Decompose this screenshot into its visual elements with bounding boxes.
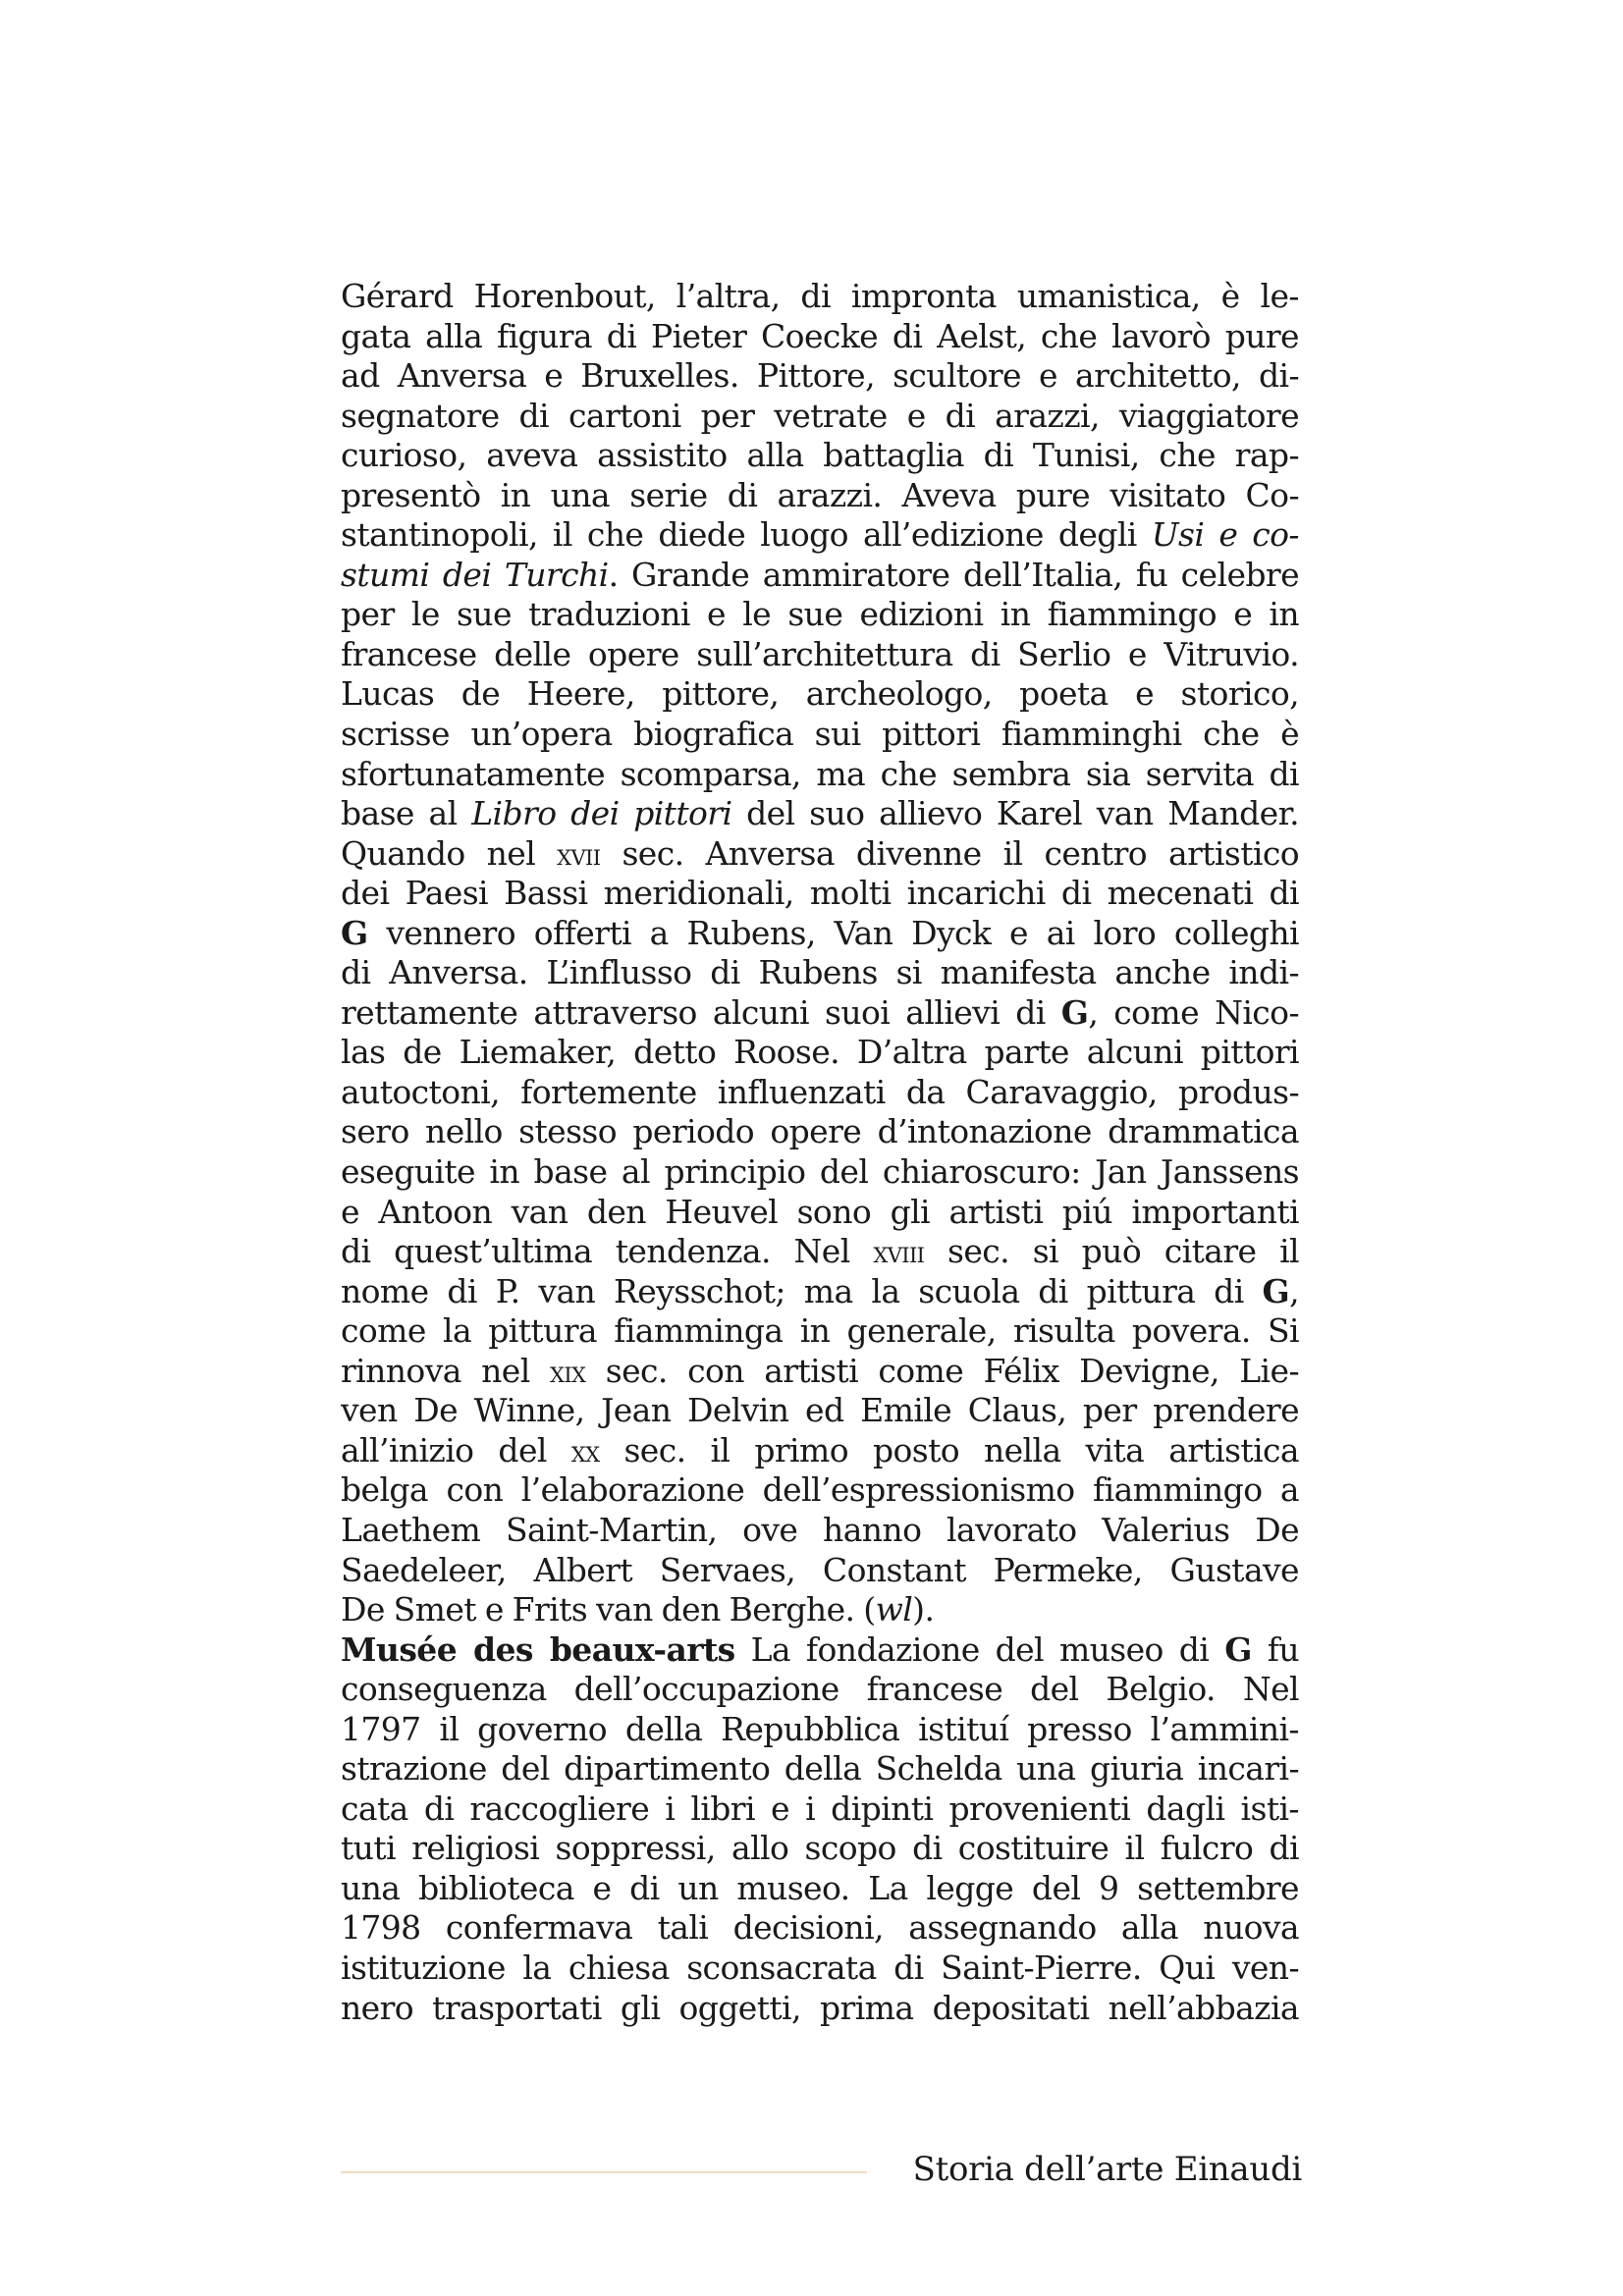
text-line: dei Paesi Bassi meridionali, molti incarichi di mecenati di	[341, 874, 1299, 913]
text-line: base al Libro dei pittori del suo allievo Karel van Mander.	[341, 794, 1299, 833]
text-line: Quando nel xvii sec. Anversa divenne il centro artistico	[341, 833, 1299, 873]
text-line: una biblioteca e di un museo. La legge del 9 settembre	[341, 1868, 1299, 1907]
text-line: istituzione la chiesa sconsacrata di Saint-Pierre. Qui ven-	[341, 1948, 1299, 1987]
footer-publisher-label: Storia dell’arte Einaudi	[912, 2150, 1302, 2189]
text-line: presentò in una serie di arazzi. Aveva pure visitato Co-	[341, 475, 1299, 514]
text-line: di Anversa. L’influsso di Rubens si manifesta anche indi-	[341, 953, 1299, 992]
text-line: sero nello stesso periodo opere d’intonazione drammatica	[341, 1112, 1299, 1151]
text-line: curioso, aveva assistito alla battaglia di Tunisi, che rap-	[341, 436, 1299, 475]
text-line: conseguenza dell’occupazione francese del Belgio. Nel	[341, 1670, 1299, 1709]
text-line: scrisse un’opera biografica sui pittori fiamminghi che è	[341, 715, 1299, 754]
text-line: Saedeleer, Albert Servaes, Constant Permeke, Gustave	[341, 1550, 1299, 1589]
text-line: e Antoon van den Heuvel sono gli artisti piú importanti	[341, 1192, 1299, 1231]
text-line: Musée des beaux-arts La fondazione del museo di G fu	[341, 1629, 1299, 1669]
page-footer	[0, 2140, 1623, 2199]
text-line: ad Anversa e Bruxelles. Pittore, scultore e architetto, di-	[341, 356, 1299, 396]
text-line: sfortunatamente scomparsa, ma che sembra sia servita di	[341, 754, 1299, 793]
text-line: francese delle opere sull’architettura di Serlio e Vitruvio.	[341, 634, 1299, 673]
text-line: rettamente attraverso alcuni suoi allievi di G, come Nico-	[341, 992, 1299, 1032]
text-line: cata di raccogliere i libri e i dipinti provenienti dagli isti-	[341, 1789, 1299, 1828]
text-line: per le sue traduzioni e le sue edizioni in fiammingo e in	[341, 595, 1299, 634]
text-line: 1798 confermava tali decisioni, assegnando alla nuova	[341, 1908, 1299, 1948]
text-line: 1797 il governo della Repubblica istituí presso l’ammini-	[341, 1709, 1299, 1748]
text-line: De Smet e Frits van den Berghe. (wl).	[341, 1590, 935, 1629]
text-line: belga con l’elaborazione dell’espressionismo fiammingo a	[341, 1470, 1299, 1510]
text-line: stumi dei Turchi. Grande ammiratore dell’Italia, fu celebre	[341, 555, 1299, 594]
text-line: nero trasportati gli oggetti, prima depositati nell’abbazia	[341, 1988, 1299, 2027]
text-line: rinnova nel xix sec. con artisti come Félix Devigne, Lie-	[341, 1351, 1299, 1390]
text-line: eseguite in base al principio del chiaroscuro: Jan Janssens	[341, 1152, 1299, 1192]
text-line: G vennero offerti a Rubens, Van Dyck e ai loro colleghi	[341, 913, 1299, 952]
body-text	[341, 277, 1299, 2028]
text-line: stantinopoli, il che diede luogo all’edizione degli Usi e co-	[341, 515, 1299, 555]
text-line: las de Liemaker, detto Roose. D’altra parte alcuni pittori	[341, 1033, 1299, 1072]
text-line: autoctoni, fortemente influenzati da Caravaggio, produs-	[341, 1072, 1299, 1111]
text-line: gata alla figura di Pieter Coecke di Aelst, che lavorò pure	[341, 316, 1299, 355]
text-line: Gérard Horenbout, l’altra, di impronta umanistica, è le-	[341, 277, 1299, 315]
text-line: segnatore di cartoni per vetrate e di arazzi, viaggiatore	[341, 396, 1299, 435]
footer-rule	[341, 2171, 867, 2173]
text-line: strazione del dipartimento della Schelda una giuria incari-	[341, 1749, 1299, 1789]
text-line: Laethem Saint-Martin, ove hanno lavorato Valerius De	[341, 1510, 1299, 1549]
text-line: Lucas de Heere, pittore, archeologo, poeta e storico,	[341, 674, 1299, 714]
text-line: nome di P. van Reysschot; ma la scuola di pittura di G,	[341, 1271, 1299, 1310]
text-line: ven De Winne, Jean Delvin ed Emile Claus, per prendere	[341, 1391, 1299, 1430]
text-line: all’inizio del xx sec. il primo posto nella vita artistica	[341, 1430, 1299, 1469]
text-line: come la pittura fiamminga in generale, risulta povera. Si	[341, 1311, 1299, 1351]
text-line: di quest’ultima tendenza. Nel xviii sec. si può citare il	[341, 1232, 1299, 1271]
text-line: tuti religiosi soppressi, allo scopo di costituire il fulcro di	[341, 1829, 1299, 1868]
